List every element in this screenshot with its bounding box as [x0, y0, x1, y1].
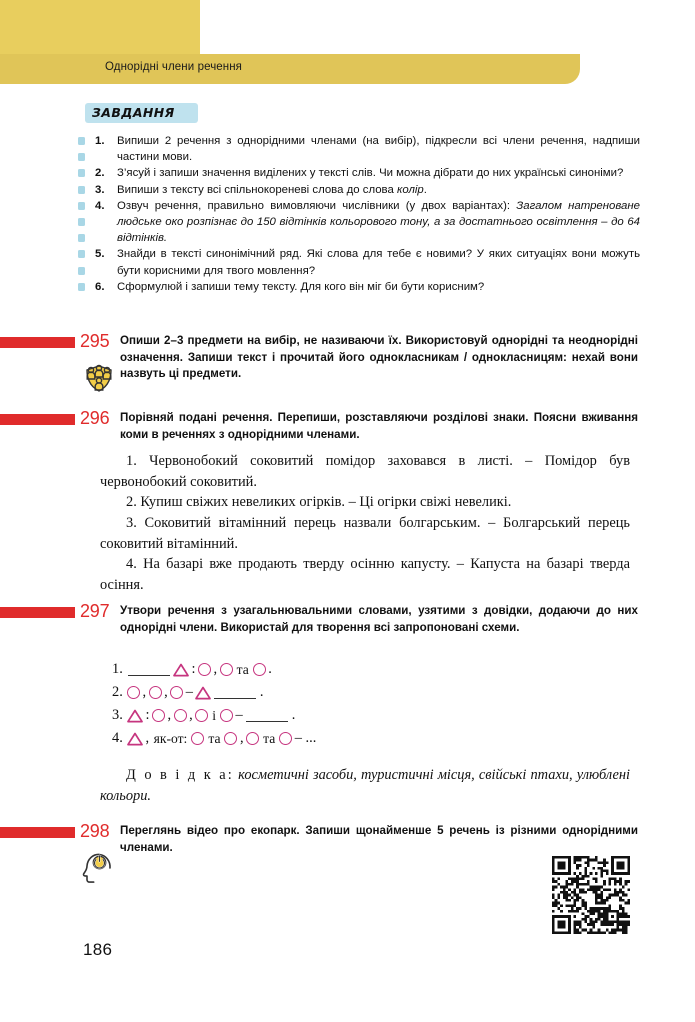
- scheme-index: 3.: [112, 707, 123, 723]
- generalizing-word-triangle-symbol: [127, 732, 143, 746]
- exercise-red-bar: [0, 337, 75, 348]
- blue-dash: [78, 137, 85, 145]
- homogeneous-member-circle-symbol: [224, 732, 237, 745]
- scheme-punctuation: ,: [142, 684, 147, 700]
- scheme-punctuation: ,: [167, 707, 172, 723]
- task-item: [95, 198, 640, 247]
- exercise-instruction: Переглянь відео про екопарк. Запиши щонайменше 5 речень із різними однорідними членами.: [120, 824, 638, 854]
- scheme-punctuation: –: [185, 684, 193, 700]
- blue-dash: [78, 169, 85, 177]
- scheme-punctuation: :: [191, 661, 196, 677]
- generalizing-word-triangle-symbol: [127, 709, 143, 723]
- homogeneous-member-circle-symbol: [170, 686, 183, 699]
- task-item-number: 1.: [95, 135, 105, 147]
- scheme-row: [100, 681, 520, 704]
- scheme-index: 2.: [112, 684, 123, 700]
- blue-dash: [78, 186, 85, 194]
- blue-dash-column: [78, 137, 86, 299]
- scheme-punctuation: .: [259, 684, 264, 700]
- homogeneous-member-circle-symbol: [174, 709, 187, 722]
- task-item-number: 6.: [95, 280, 105, 293]
- exercise-number: 295: [80, 331, 110, 351]
- task-item: [95, 133, 640, 165]
- scheme-punctuation: .: [268, 661, 272, 677]
- scheme-blank-line: [214, 687, 256, 699]
- task-item-text: Випиши з тексту всі спільнокореневі слова до слова колір.: [117, 183, 427, 196]
- scheme-conjunction: і: [212, 707, 216, 723]
- homogeneous-member-circle-symbol: [198, 663, 211, 676]
- task-item-text: Випиши 2 речення з однорідними членами (на вибір), підкресли всі члени речення, надпиши частини мови.: [117, 135, 640, 164]
- homogeneous-member-circle-symbol: [253, 663, 266, 676]
- homogeneous-member-circle-symbol: [149, 686, 162, 699]
- blue-dash: [78, 153, 85, 161]
- exercise-number: 298: [80, 821, 110, 841]
- scheme-punctuation: ,: [145, 730, 150, 746]
- scheme-row: [100, 727, 520, 750]
- scheme-punctuation: ,: [164, 684, 168, 700]
- scheme-row: [100, 658, 520, 681]
- scheme-blank-line: [128, 664, 170, 676]
- task-badge-label: ЗАВДАННЯ: [92, 105, 175, 120]
- task-item-number: 2.: [95, 167, 105, 180]
- scheme-punctuation: –: [235, 707, 243, 723]
- task-item-number: 3.: [95, 183, 105, 196]
- homogeneous-member-circle-symbol: [279, 732, 292, 745]
- blue-dash: [78, 283, 85, 291]
- task-item-text: Знайди в тексті синонімічний ряд. Які слова для тебе є новими? У яких ситуаціях вони можуть бути корисними для твого мовлення?: [117, 248, 640, 277]
- homogeneous-member-circle-symbol: [246, 732, 259, 745]
- task-item-text: З’ясуй і запиши значення виділених у тексті слів. Чи можна дібрати до них українські синоніми?: [117, 167, 624, 180]
- dovidka-text: косметичні засоби, туристичні місця, свійські птахи, улюблені кольори.: [100, 767, 631, 804]
- task-item: [95, 279, 640, 295]
- exercise-red-bar: [0, 607, 75, 618]
- running-head-title: Однорідні члени речення: [105, 61, 243, 73]
- task-list: [95, 133, 640, 295]
- task-item: [95, 246, 640, 278]
- exercise-296-sentence: 3. Соковитий вітамінний перець назвали болгарським. – Болгарський перець соковитий вітамінний.: [100, 515, 630, 552]
- task-item-text: Сформулюй і запиши тему тексту. Для кого він міг би бути корисним?: [117, 280, 485, 293]
- scheme-index: 1.: [112, 661, 123, 677]
- homogeneous-member-circle-symbol: [152, 709, 165, 722]
- page-number: 186: [83, 940, 113, 959]
- scheme-list: [100, 658, 520, 750]
- group-work-icon: [80, 358, 118, 396]
- running-head-bar: [0, 54, 580, 84]
- scheme-conjunction: як-от:: [153, 730, 188, 746]
- exercise-instruction: Порівняй подані речення. Перепиши, розставляючи розділові знаки. Поясни вживання коми в реченнях з однорідними членами.: [120, 411, 638, 441]
- exercise-red-bar: [0, 414, 75, 425]
- task-item: [95, 182, 640, 198]
- scheme-conjunction: та: [263, 730, 276, 746]
- scheme-punctuation: ,: [239, 730, 244, 746]
- task-item-text: Озвуч речення, правильно вимовляючи числівники (у двох варіантах): Загалом натреноване людське око розпізнає до 150 відтінків кольорового тону, а за достатнього освітлення – до 64 відтінків.: [117, 199, 640, 245]
- task-item-number: 4.: [95, 199, 105, 212]
- scheme-conjunction: та: [208, 730, 221, 746]
- exercise-red-bar: [0, 827, 75, 838]
- homogeneous-member-circle-symbol: [191, 732, 204, 745]
- exercise-instruction: Утвори речення з узагальнювальними словами, узятими з довідки, додаючи до них однорідні члени. Використай для творення всі запропоновані схеми.: [120, 604, 638, 634]
- blue-dash: [78, 267, 85, 275]
- exercise-296-sentence: 1. Червонобокий соковитий помідор заховався в листі. – Помідор був червонобокий соковитий.: [100, 453, 630, 490]
- scheme-punctuation: :: [145, 707, 150, 723]
- exercise-296-sentence: 2. Купиш свіжих невеликих огірків. – Ці огірки свіжі невеликі.: [126, 494, 512, 510]
- exercise-296-sentence: 4. На базарі вже продають тверду осінню капусту. – Капуста на базарі тверда осіння.: [100, 556, 630, 593]
- task-item: [95, 165, 640, 181]
- qr-code[interactable]: [552, 856, 630, 934]
- blue-dash: [78, 234, 85, 242]
- homogeneous-member-circle-symbol: [127, 686, 140, 699]
- blue-dash: [78, 202, 85, 210]
- scheme-punctuation: .: [291, 707, 296, 723]
- exercise-number: 297: [80, 601, 110, 621]
- scheme-index: 4.: [112, 730, 123, 746]
- scheme-blank-line: [246, 710, 288, 722]
- blue-dash: [78, 250, 85, 258]
- blue-dash: [78, 218, 85, 226]
- homogeneous-member-circle-symbol: [195, 709, 208, 722]
- exercise-number: 296: [80, 408, 110, 428]
- homogeneous-member-circle-symbol: [220, 709, 233, 722]
- scheme-punctuation: ,: [213, 661, 218, 677]
- head-power-icon: [80, 848, 118, 886]
- yellow-corner-block: [0, 0, 200, 62]
- dovidka-paragraph: [100, 765, 630, 806]
- scheme-punctuation: ,: [189, 707, 193, 723]
- homogeneous-member-circle-symbol: [220, 663, 233, 676]
- scheme-punctuation: – ...: [294, 730, 317, 746]
- scheme-row: [100, 704, 520, 727]
- generalizing-word-triangle-symbol: [173, 663, 189, 677]
- scheme-conjunction: та: [236, 661, 249, 677]
- exercise-instruction: Опиши 2–3 предмети на вибір, не називаючи їх. Використовуй однорідні та неоднорідні означення. Запиши текст і прочитай його однокласникам / однокласницям: нехай вони назвуть ці предмети.: [120, 334, 638, 380]
- generalizing-word-triangle-symbol: [195, 686, 211, 700]
- task-item-number: 5.: [95, 248, 105, 261]
- dovidka-label: Д о в і д к а:: [126, 767, 235, 783]
